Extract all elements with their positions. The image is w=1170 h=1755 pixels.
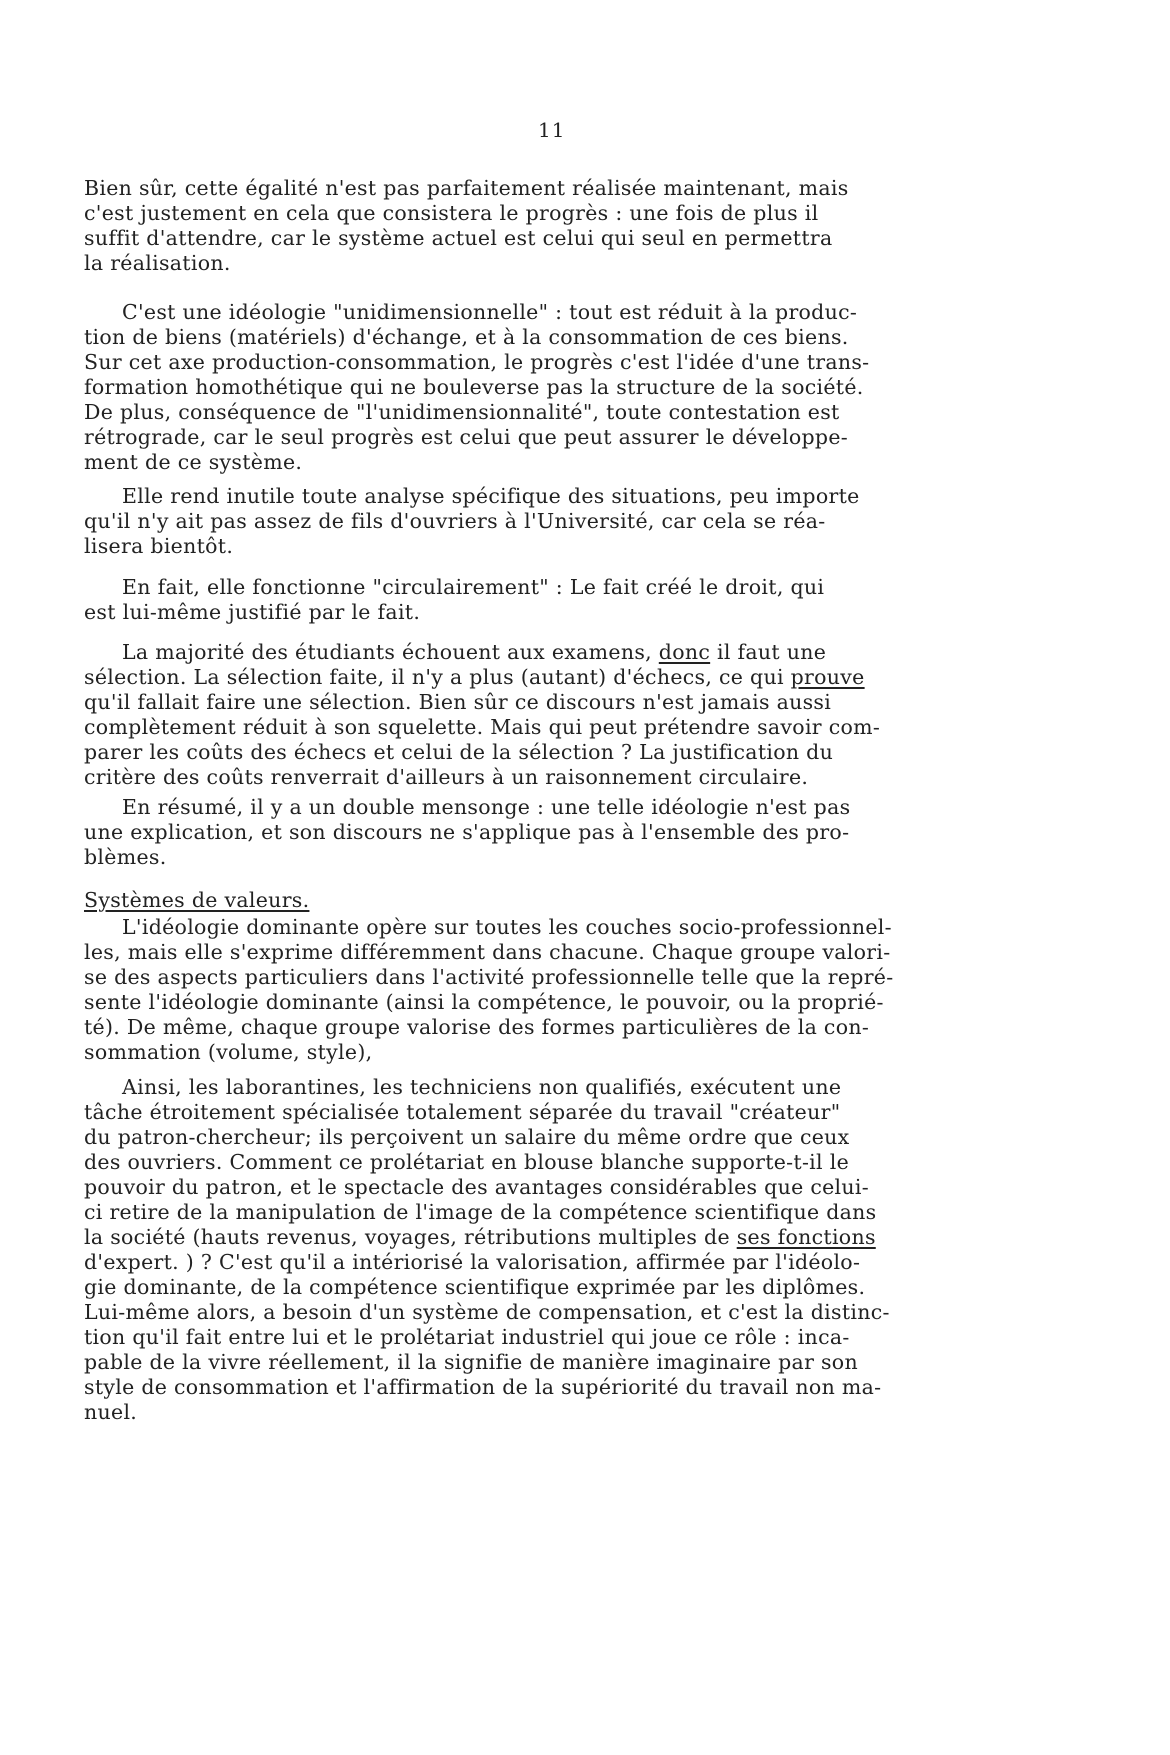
text-line: tion de biens (matériels) d'échange, et à la consommation de ces biens. bbox=[84, 325, 849, 349]
text-line: En fait, elle fonctionne "circulairement" : Le fait créé le droit, qui bbox=[122, 575, 825, 599]
paragraph-8 bbox=[84, 1075, 1034, 1425]
text-line: qu'il fallait faire une sélection. Bien sûr ce discours n'est jamais aussi bbox=[84, 690, 832, 714]
text-fragment: sélection. La sélection faite, il n'y a plus (autant) d'échecs, ce qui bbox=[84, 665, 791, 689]
text-line: c'est justement en cela que consistera le progrès : une fois de plus il bbox=[84, 201, 819, 225]
text-line: parer les coûts des échecs et celui de la sélection ? La justification du bbox=[84, 740, 834, 764]
text-line: les, mais elle s'exprime différemment dans chacune. Chaque groupe valori- bbox=[84, 940, 891, 964]
paragraph-6 bbox=[84, 795, 1034, 870]
text-line: pouvoir du patron, et le spectacle des avantages considérables que celui- bbox=[84, 1175, 869, 1199]
paragraph-5 bbox=[84, 640, 1034, 790]
heading-text: Systèmes de valeurs. bbox=[84, 888, 310, 912]
text-line: De plus, conséquence de "l'unidimensionnalité", toute contestation est bbox=[84, 400, 840, 424]
text-line: qu'il n'y ait pas assez de fils d'ouvriers à l'Université, car cela se réa- bbox=[84, 509, 826, 533]
paragraph-7 bbox=[84, 915, 1034, 1065]
paragraph-2 bbox=[84, 300, 1034, 475]
text-line: tion qu'il fait entre lui et le prolétariat industriel qui joue ce rôle : inca- bbox=[84, 1325, 850, 1349]
text-line: ment de ce système. bbox=[84, 450, 303, 474]
text-line: complètement réduit à son squelette. Mais qui peut prétendre savoir com- bbox=[84, 715, 881, 739]
text-line: En résumé, il y a un double mensonge : une telle idéologie n'est pas bbox=[122, 795, 851, 819]
text-line: du patron-chercheur; ils perçoivent un salaire du même ordre que ceux bbox=[84, 1125, 850, 1149]
text-line: tâche étroitement spécialisée totalement séparée du travail "créateur" bbox=[84, 1100, 841, 1124]
text-line: se des aspects particuliers dans l'activité professionnelle telle que la repré- bbox=[84, 965, 894, 989]
text-line: Bien sûr, cette égalité n'est pas parfaitement réalisée maintenant, mais bbox=[84, 176, 849, 200]
paragraph-4 bbox=[84, 575, 1034, 625]
page-number: 11 bbox=[538, 118, 566, 142]
text-line: blèmes. bbox=[84, 845, 167, 869]
text-line bbox=[84, 640, 1034, 665]
text-line: formation homothétique qui ne bouleverse pas la structure de la société. bbox=[84, 375, 864, 399]
text-line: Lui-même alors, a besoin d'un système de compensation, et c'est la distinc- bbox=[84, 1300, 890, 1324]
text-line: nuel. bbox=[84, 1400, 138, 1424]
text-line: d'expert. ) ? C'est qu'il a intériorisé la valorisation, affirmée par l'idéolo- bbox=[84, 1250, 861, 1274]
text-line: des ouvriers. Comment ce prolétariat en blouse blanche supporte-t-il le bbox=[84, 1150, 849, 1174]
text-line: L'idéologie dominante opère sur toutes les couches socio-professionnel- bbox=[122, 915, 892, 939]
paragraph-1 bbox=[84, 176, 1034, 276]
text-line: Elle rend inutile toute analyse spécifique des situations, peu importe bbox=[122, 484, 860, 508]
text-line: est lui-même justifié par le fait. bbox=[84, 600, 421, 624]
text-line bbox=[84, 1225, 1034, 1250]
text-line: critère des coûts renverrait d'ailleurs à un raisonnement circulaire. bbox=[84, 765, 809, 789]
text-line: Ainsi, les laborantines, les techniciens non qualifiés, exécutent une bbox=[122, 1075, 842, 1099]
text-line: sommation (volume, style), bbox=[84, 1040, 373, 1064]
text-line: té). De même, chaque groupe valorise des formes particulières de la con- bbox=[84, 1015, 870, 1039]
text-fragment: la société (hauts revenus, voyages, rétributions multiples de bbox=[84, 1225, 737, 1249]
text-line: style de consommation et l'affirmation de la supériorité du travail non ma- bbox=[84, 1375, 882, 1399]
underlined-word: ses fonctions bbox=[736, 1225, 876, 1249]
text-fragment: La majorité des étudiants échouent aux examens, bbox=[122, 640, 659, 664]
section-heading bbox=[84, 888, 1034, 913]
paragraph-3 bbox=[84, 484, 1034, 559]
text-line: ci retire de la manipulation de l'image de la compétence scientifique dans bbox=[84, 1200, 877, 1224]
underlined-word: donc bbox=[658, 640, 711, 664]
text-fragment: il faut une bbox=[710, 640, 827, 664]
text-line: lisera bientôt. bbox=[84, 534, 234, 558]
text-line: pable de la vivre réellement, il la signifie de manière imaginaire par son bbox=[84, 1350, 858, 1374]
text-line: sente l'idéologie dominante (ainsi la compétence, le pouvoir, ou la proprié- bbox=[84, 990, 884, 1014]
text-line: C'est une idéologie "unidimensionnelle" : tout est réduit à la produc- bbox=[122, 300, 858, 324]
text-line: gie dominante, de la compétence scientifique exprimée par les diplômes. bbox=[84, 1275, 866, 1299]
text-line: suffit d'attendre, car le système actuel est celui qui seul en permettra bbox=[84, 226, 833, 250]
text-line: la réalisation. bbox=[84, 251, 231, 275]
text-line: une explication, et son discours ne s'applique pas à l'ensemble des pro- bbox=[84, 820, 850, 844]
underlined-word: prouve bbox=[790, 665, 865, 689]
text-line bbox=[84, 665, 1034, 690]
text-line: rétrograde, car le seul progrès est celui que peut assurer le développe- bbox=[84, 425, 848, 449]
text-line: Sur cet axe production-consommation, le progrès c'est l'idée d'une trans- bbox=[84, 350, 870, 374]
